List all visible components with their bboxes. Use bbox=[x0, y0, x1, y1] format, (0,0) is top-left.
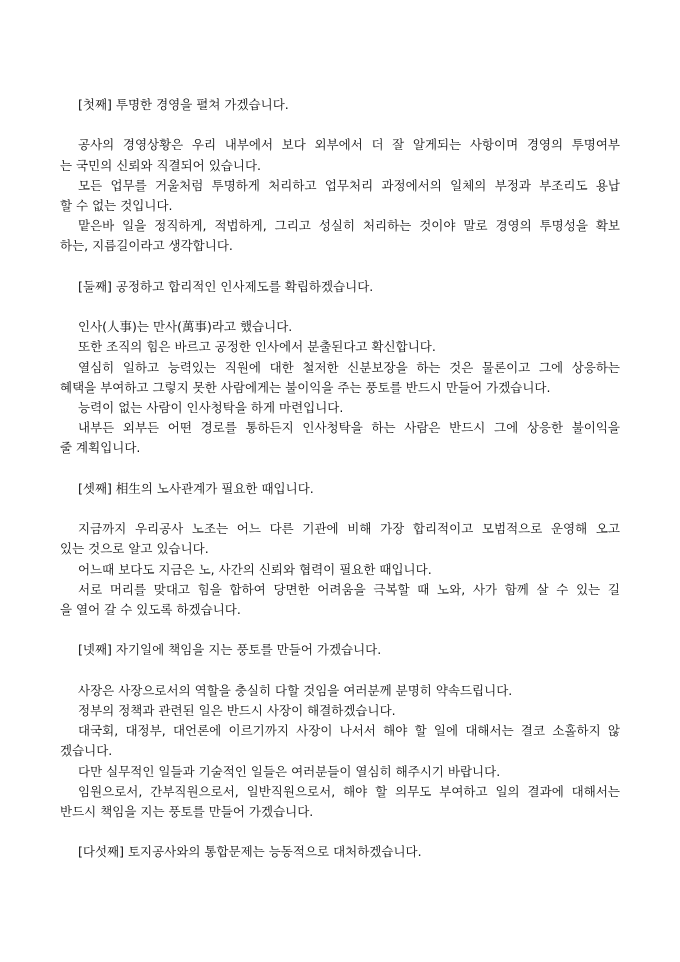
paragraph bbox=[60, 135, 620, 175]
paragraph-line: 반드시 책임을 지는 풍토를 만들어 가겠습니다. bbox=[60, 804, 314, 819]
paragraph-line: 대국회, 대정부, 대언론에 이르기까지 사장이 나서서 해야 할 일에 대해서는 결코 소홀하지 않 bbox=[78, 723, 620, 739]
paragraph bbox=[60, 681, 620, 701]
paragraph bbox=[60, 358, 620, 398]
section-heading: [둘째] 공정하고 합리적인 인사제도를 확립하겠습니다. bbox=[78, 278, 374, 294]
paragraph-line: 모든 업무를 거울처럼 투명하게 처리하고 업무처리 과정에서의 일체의 부정과 부조리도 용납 bbox=[78, 177, 620, 193]
section-first bbox=[60, 95, 620, 257]
paragraph bbox=[60, 317, 620, 337]
section-fourth bbox=[60, 640, 620, 822]
paragraph-line: 서로 머리를 맞대고 힘을 합하여 당면한 어려움을 극복할 때 노와, 사가 함께 살 수 있는 길 bbox=[78, 581, 620, 597]
paragraph bbox=[60, 701, 620, 721]
paragraph bbox=[60, 337, 620, 357]
paragraph bbox=[60, 762, 620, 782]
paragraph-line: 줄 계획입니다. bbox=[60, 440, 141, 456]
paragraph-line: 혜택을 부여하고 그렇지 못한 사람에게는 불이익을 주는 풍토를 반드시 만들어 가겠습니다. bbox=[60, 379, 551, 395]
paragraph-line: 임원으로서, 간부직원으로서, 일반직원으로서, 해야 할 의무도 부여하고 일의 결과에 대해서는 bbox=[78, 783, 620, 799]
paragraph bbox=[60, 176, 620, 216]
paragraph-line: 는 국민의 신뢰와 직결되어 있습니다. bbox=[60, 157, 261, 173]
paragraph-line: 또한 조직의 힘은 바르고 공정한 인사에서 분출된다고 확신합니다. bbox=[78, 339, 436, 355]
paragraph-line: 어느때 보다도 지금은 노, 사간의 신뢰와 협력이 필요한 때입니다. bbox=[78, 561, 432, 577]
paragraph-line: 맡은바 일을 정직하게, 적법하게, 그리고 성실히 처리하는 것이야 말로 경영의 투명성을 확보 bbox=[78, 218, 620, 234]
section-third bbox=[60, 479, 620, 620]
paragraph bbox=[60, 560, 620, 580]
paragraph-line: 정부의 정책과 관련된 일은 반드시 사장이 해결하겠습니다. bbox=[78, 702, 396, 718]
paragraph-line: 다만 실무적인 일들과 기술적인 일들은 여러분들이 열심히 해주시기 바랍니다. bbox=[78, 763, 501, 779]
paragraph bbox=[60, 782, 620, 822]
paragraph-line: 하는, 지름길이라고 생각합니다. bbox=[60, 238, 233, 254]
paragraph bbox=[60, 216, 620, 256]
paragraph bbox=[60, 519, 620, 559]
paragraph-line: 사장은 사장으로서의 역할을 충실히 다할 것임을 여러분께 분명히 약속드립니다. bbox=[78, 682, 513, 698]
section-heading: [셋째] 相生의 노사관계가 필요한 때입니다. bbox=[78, 480, 314, 496]
paragraph bbox=[60, 580, 620, 620]
paragraph-line: 공사의 경영상황은 우리 내부에서 보다 외부에서 더 잘 알게되는 사항이며 경영의 투명여부 bbox=[78, 137, 620, 153]
section-heading: [다섯째] 토지공사와의 통합문제는 능동적으로 대처하겠습니다. bbox=[78, 844, 422, 860]
paragraph-line: 있는 것으로 알고 있습니다. bbox=[60, 541, 209, 557]
paragraph-line: 을 열어 갈 수 있도록 하겠습니다. bbox=[60, 602, 241, 617]
section-second bbox=[60, 277, 620, 459]
paragraph-line: 능력이 없는 사람이 인사청탁을 하게 마련입니다. bbox=[78, 400, 344, 415]
section-heading: [첫째] 투명한 경영을 펼쳐 가겠습니다. bbox=[78, 97, 289, 112]
section-fifth bbox=[60, 842, 620, 862]
paragraph bbox=[60, 418, 620, 458]
paragraph-line: 내부든 외부든 어떤 경로를 통하든지 인사청탁을 하는 사람은 반드시 그에 상응한 불이익을 bbox=[78, 420, 620, 436]
section-heading: [넷째] 자기일에 책임을 지는 풍토를 만들어 가겠습니다. bbox=[78, 642, 382, 658]
paragraph-line: 겠습니다. bbox=[60, 743, 113, 759]
paragraph-line: 인사(人事)는 만사(萬事)라고 했습니다. bbox=[78, 319, 293, 335]
paragraph-line: 열심히 일하고 능력있는 직원에 대한 철저한 신분보장을 하는 것은 물론이고 그에 상응하는 bbox=[78, 359, 620, 375]
paragraph-line: 지금까지 우리공사 노조는 어느 다른 기관에 비해 가장 합리적이고 모범적으로 운영해 오고 bbox=[78, 521, 620, 537]
paragraph bbox=[60, 398, 620, 418]
paragraph-line: 할 수 없는 것입니다. bbox=[60, 198, 173, 213]
paragraph bbox=[60, 721, 620, 761]
